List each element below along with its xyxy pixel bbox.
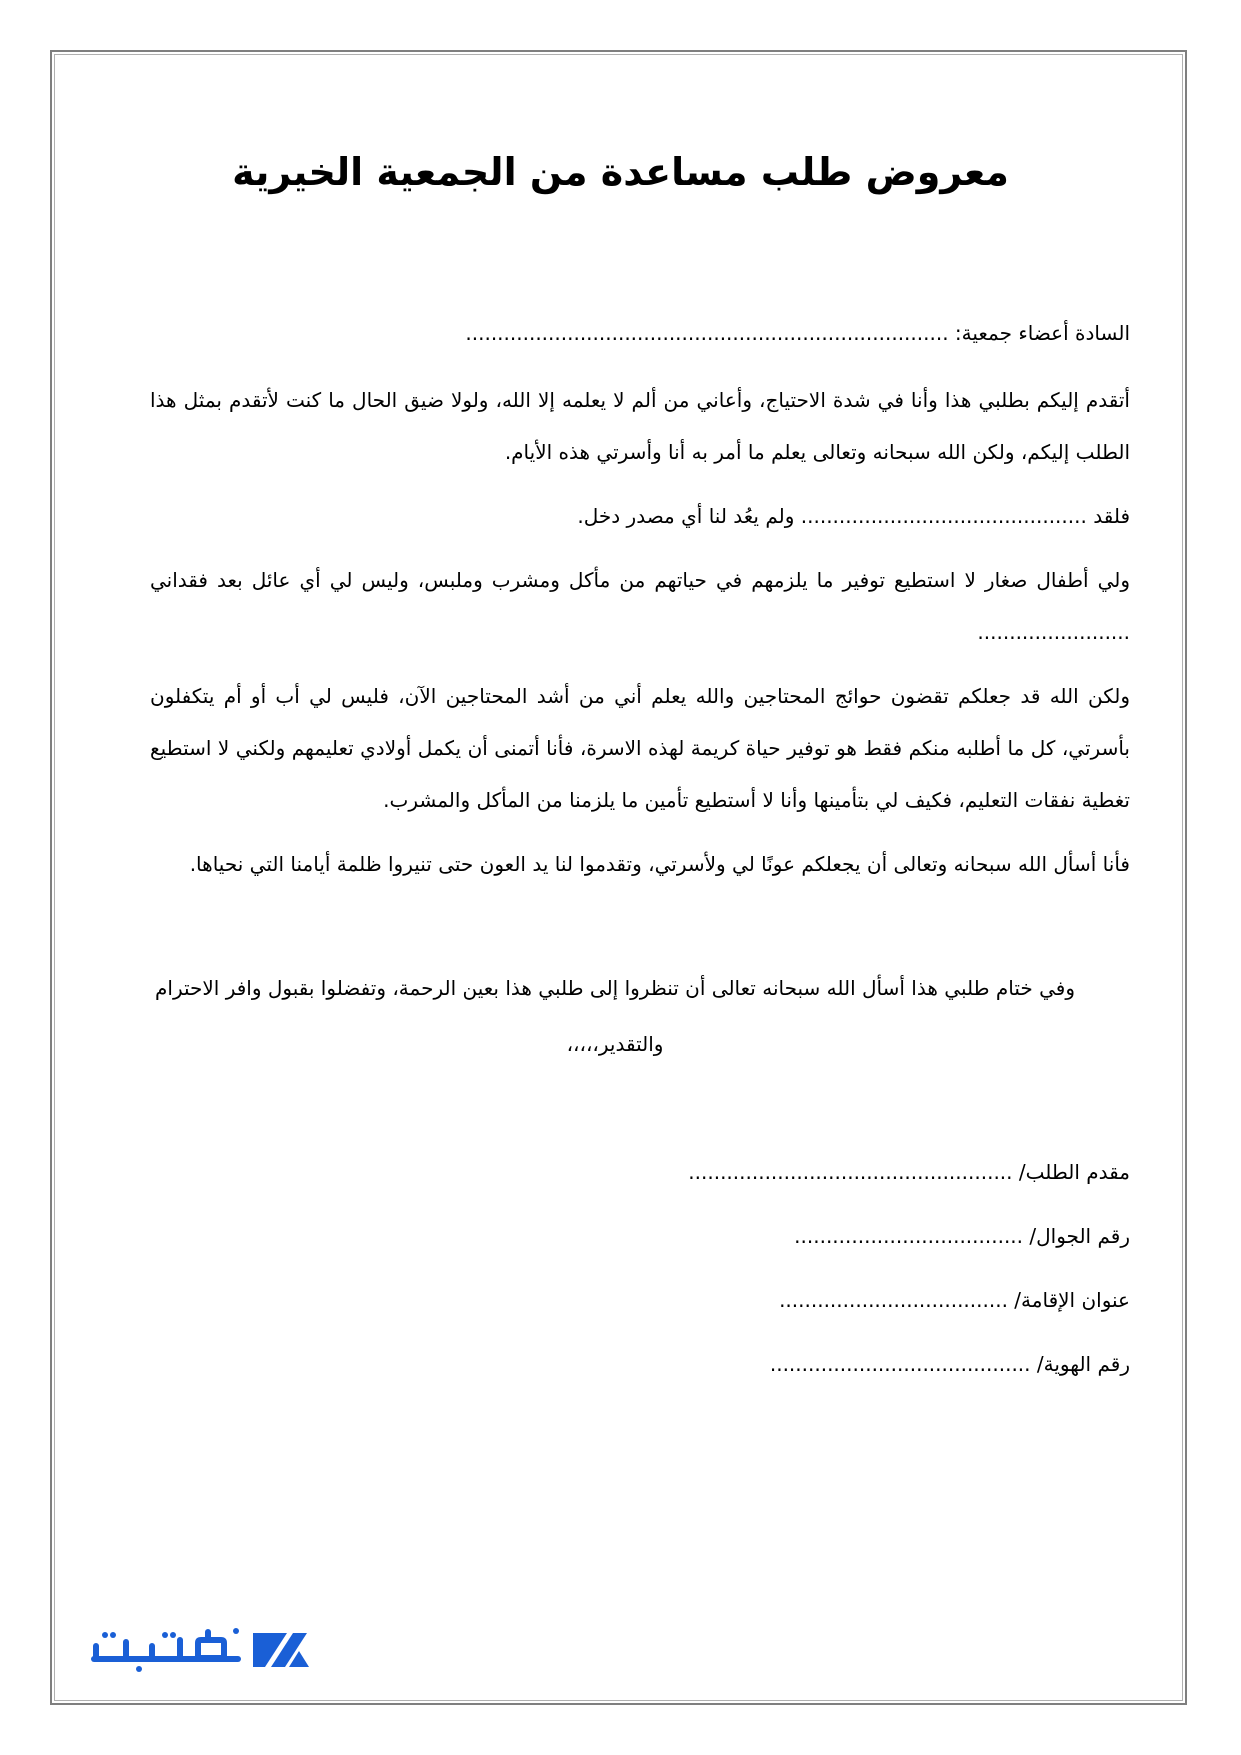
address-field (560, 1268, 1130, 1332)
field-label: رقم الجوال/ (1029, 1224, 1130, 1248)
field-label: رقم الهوية/ (1036, 1352, 1130, 1376)
fill-in-line: ................................................... (688, 1160, 1013, 1184)
document-title: معروض طلب مساعدة من الجمعية الخيرية (232, 150, 1009, 194)
closing-statement: وفي ختام طلبي هذا أسأل الله سبحانه تعالى أن تنظروا إلى طلبي هذا بعين الرحمة، وتفضلوا بقبول وافر الاحترام والتقدير،،،،، (155, 976, 1075, 1056)
fill-in-line: .................................... (779, 1288, 1008, 1312)
mobile-number-field (560, 1204, 1130, 1268)
logo-wordmark (85, 1625, 355, 1675)
applicant-name-field (560, 1140, 1130, 1204)
paragraph-income: فلقد ............................................. ولم يعُد لنا أي مصدر دخل. (577, 504, 1130, 528)
paragraph-prayer: فأنا أسأل الله سبحانه وتعالى أن يجعلكم عونًا لي ولأسرتي، وتقدموا لنا يد العون حتى تنيروا ظلمة أيامنا التي نحياها. (189, 852, 1130, 876)
id-number-field (560, 1332, 1130, 1396)
paragraph-children: ولي أطفال صغار لا استطيع توفير ما يلزمهم في حياتهم من مأكل ومشرب وملبس، وليس لي أي عائل بعد فقداني ........................ (150, 568, 1130, 644)
khitabat-logo (85, 1625, 355, 1675)
paragraph-needs: ولكن الله قد جعلكم تقضون حوائج المحتاجين والله يعلم أني من أشد المحتاجين الآن، فليس لي أب أو أم يتكفلون بأسرتي، كل ما أطلبه منكم فقط هو توفير حياة كريمة لهذه الاسرة، فأنا أتمنى أن يكمل أولادي تعليمهم ولكني لا استطيع تغطية نفقات التعليم، فكيف لي بتأمينها وأنا لا أستطيع تأمين ما يلزمنا من المأكل والمشرب. (150, 684, 1130, 812)
field-label: عنوان الإقامة/ (1014, 1288, 1130, 1312)
fill-in-line: ......................................... (769, 1352, 1031, 1376)
paragraph-intro: أتقدم إليكم بطلبي هذا وأنا في شدة الاحتياج، وأعاني من ألم لا يعلمه إلا الله، ولولا ضيق الحال ما كنت لأتقدم بمثل هذا الطلب إليكم، ولكن الله سبحانه وتعالى يعلم ما أمر به أنا وأسرتي هذه الأيام. (150, 388, 1130, 464)
signature-fields (560, 1140, 1130, 1396)
document-body (150, 316, 1130, 902)
salutation-line: السادة أعضاء جمعية: ............................................................................ (465, 321, 1130, 345)
field-label: مقدم الطلب/ (1018, 1160, 1130, 1184)
fill-in-line: .................................... (794, 1224, 1024, 1248)
